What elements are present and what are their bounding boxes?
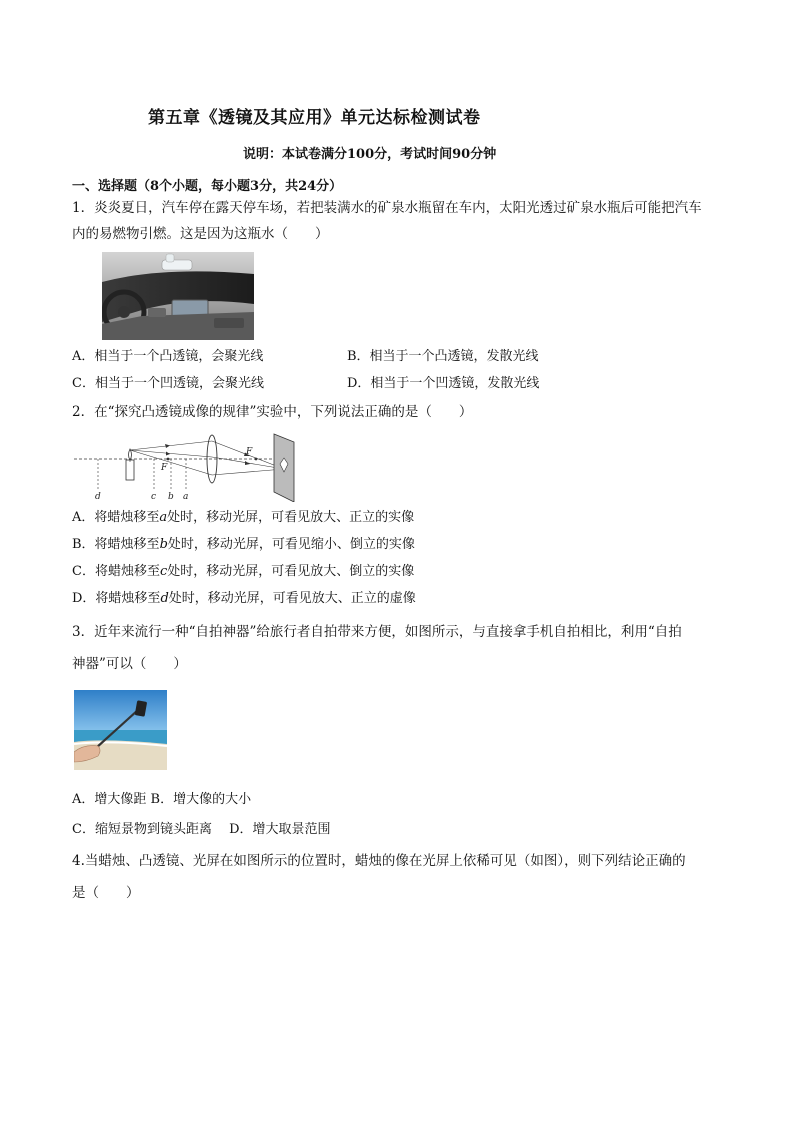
selfie-stick-image [74,690,167,770]
q2-option-d-prefix: D．将蜡烛移至 [72,591,161,606]
position-b-label: b [168,492,174,502]
q2-option-d-variable: d [160,591,169,606]
q2-option-a-prefix: A．将蜡烛移至 [72,510,160,525]
exam-instructions: 说明：本试卷满分100分，考试时间90分钟 [243,147,497,162]
q1-option-b: B．相当于一个凸透镜，发散光线 [347,349,539,364]
q2-option-d [72,589,416,609]
q3-options-line-1: A．增大像距 B．增大像的大小 [72,792,252,807]
position-a-label: a [183,492,189,502]
q2-option-c-prefix: C．将蜡烛移至 [72,564,160,579]
q2-option-b-suffix: 处时，移动光屏，可看见缩小、倒立的实像 [167,537,415,552]
q2-option-c [72,562,414,582]
question-4-line-1: 4.当蜡烛、凸透镜、光屏在如图所示的位置时，蜡烛的像在光屏上依稀可见（如图），则下列结论正确的 [72,853,686,869]
q2-option-a-variable: a [159,510,168,525]
q1-option-c: C．相当于一个凹透镜，会聚光线 [72,376,264,391]
q2-option-b-variable: b [159,537,168,552]
section-heading-choice: 一、选择题（8个小题，每小题3分，共24分） [72,179,343,194]
q2-option-b-prefix: B．将蜡烛移至 [72,537,160,552]
q2-option-c-variable: c [159,564,168,579]
focal-point-left-label: F [161,463,168,473]
position-c-label: c [151,492,157,502]
q2-option-b [72,535,415,555]
q3-options-line-2: C．缩短景物到镜头距离 D．增大取景范围 [72,822,331,837]
page-title: 第五章《透镜及其应用》单元达标检测试卷 [148,108,481,128]
focal-point-right-label: F [246,447,253,457]
convex-lens-experiment-diagram [70,430,310,502]
position-d-label: d [95,492,101,502]
q1-option-d: D．相当于一个凹透镜，发散光线 [347,376,540,391]
question-1-line-1: 1．炎炎夏日，汽车停在露天停车场，若把装满水的矿泉水瓶留在车内，太阳光透过矿泉水瓶后可能把汽车 [72,200,702,216]
car-dashboard-image [102,252,254,340]
q1-option-a: A．相当于一个凸透镜，会聚光线 [72,349,264,364]
question-3-line-1: 3．近年来流行一种“自拍神器”给旅行者自拍带来方便，如图所示，与直接拿手机自拍相比，利用“自拍 [72,624,682,640]
q2-option-c-suffix: 处时，移动光屏，可看见放大、倒立的实像 [167,564,415,579]
q2-option-a [72,508,414,528]
question-4-line-2: 是（ ） [72,885,140,901]
q2-option-d-suffix: 处时，移动光屏，可看见放大、正立的虚像 [168,591,416,606]
question-1-line-2: 内的易燃物引燃。这是因为这瓶水（ ） [72,226,329,242]
question-2-text: 2．在“探究凸透镜成像的规律”实验中，下列说法正确的是（ ） [72,404,473,420]
question-3-line-2: 神器”可以（ ） [72,656,187,672]
q2-option-a-suffix: 处时，移动光屏，可看见放大、正立的实像 [167,510,415,525]
